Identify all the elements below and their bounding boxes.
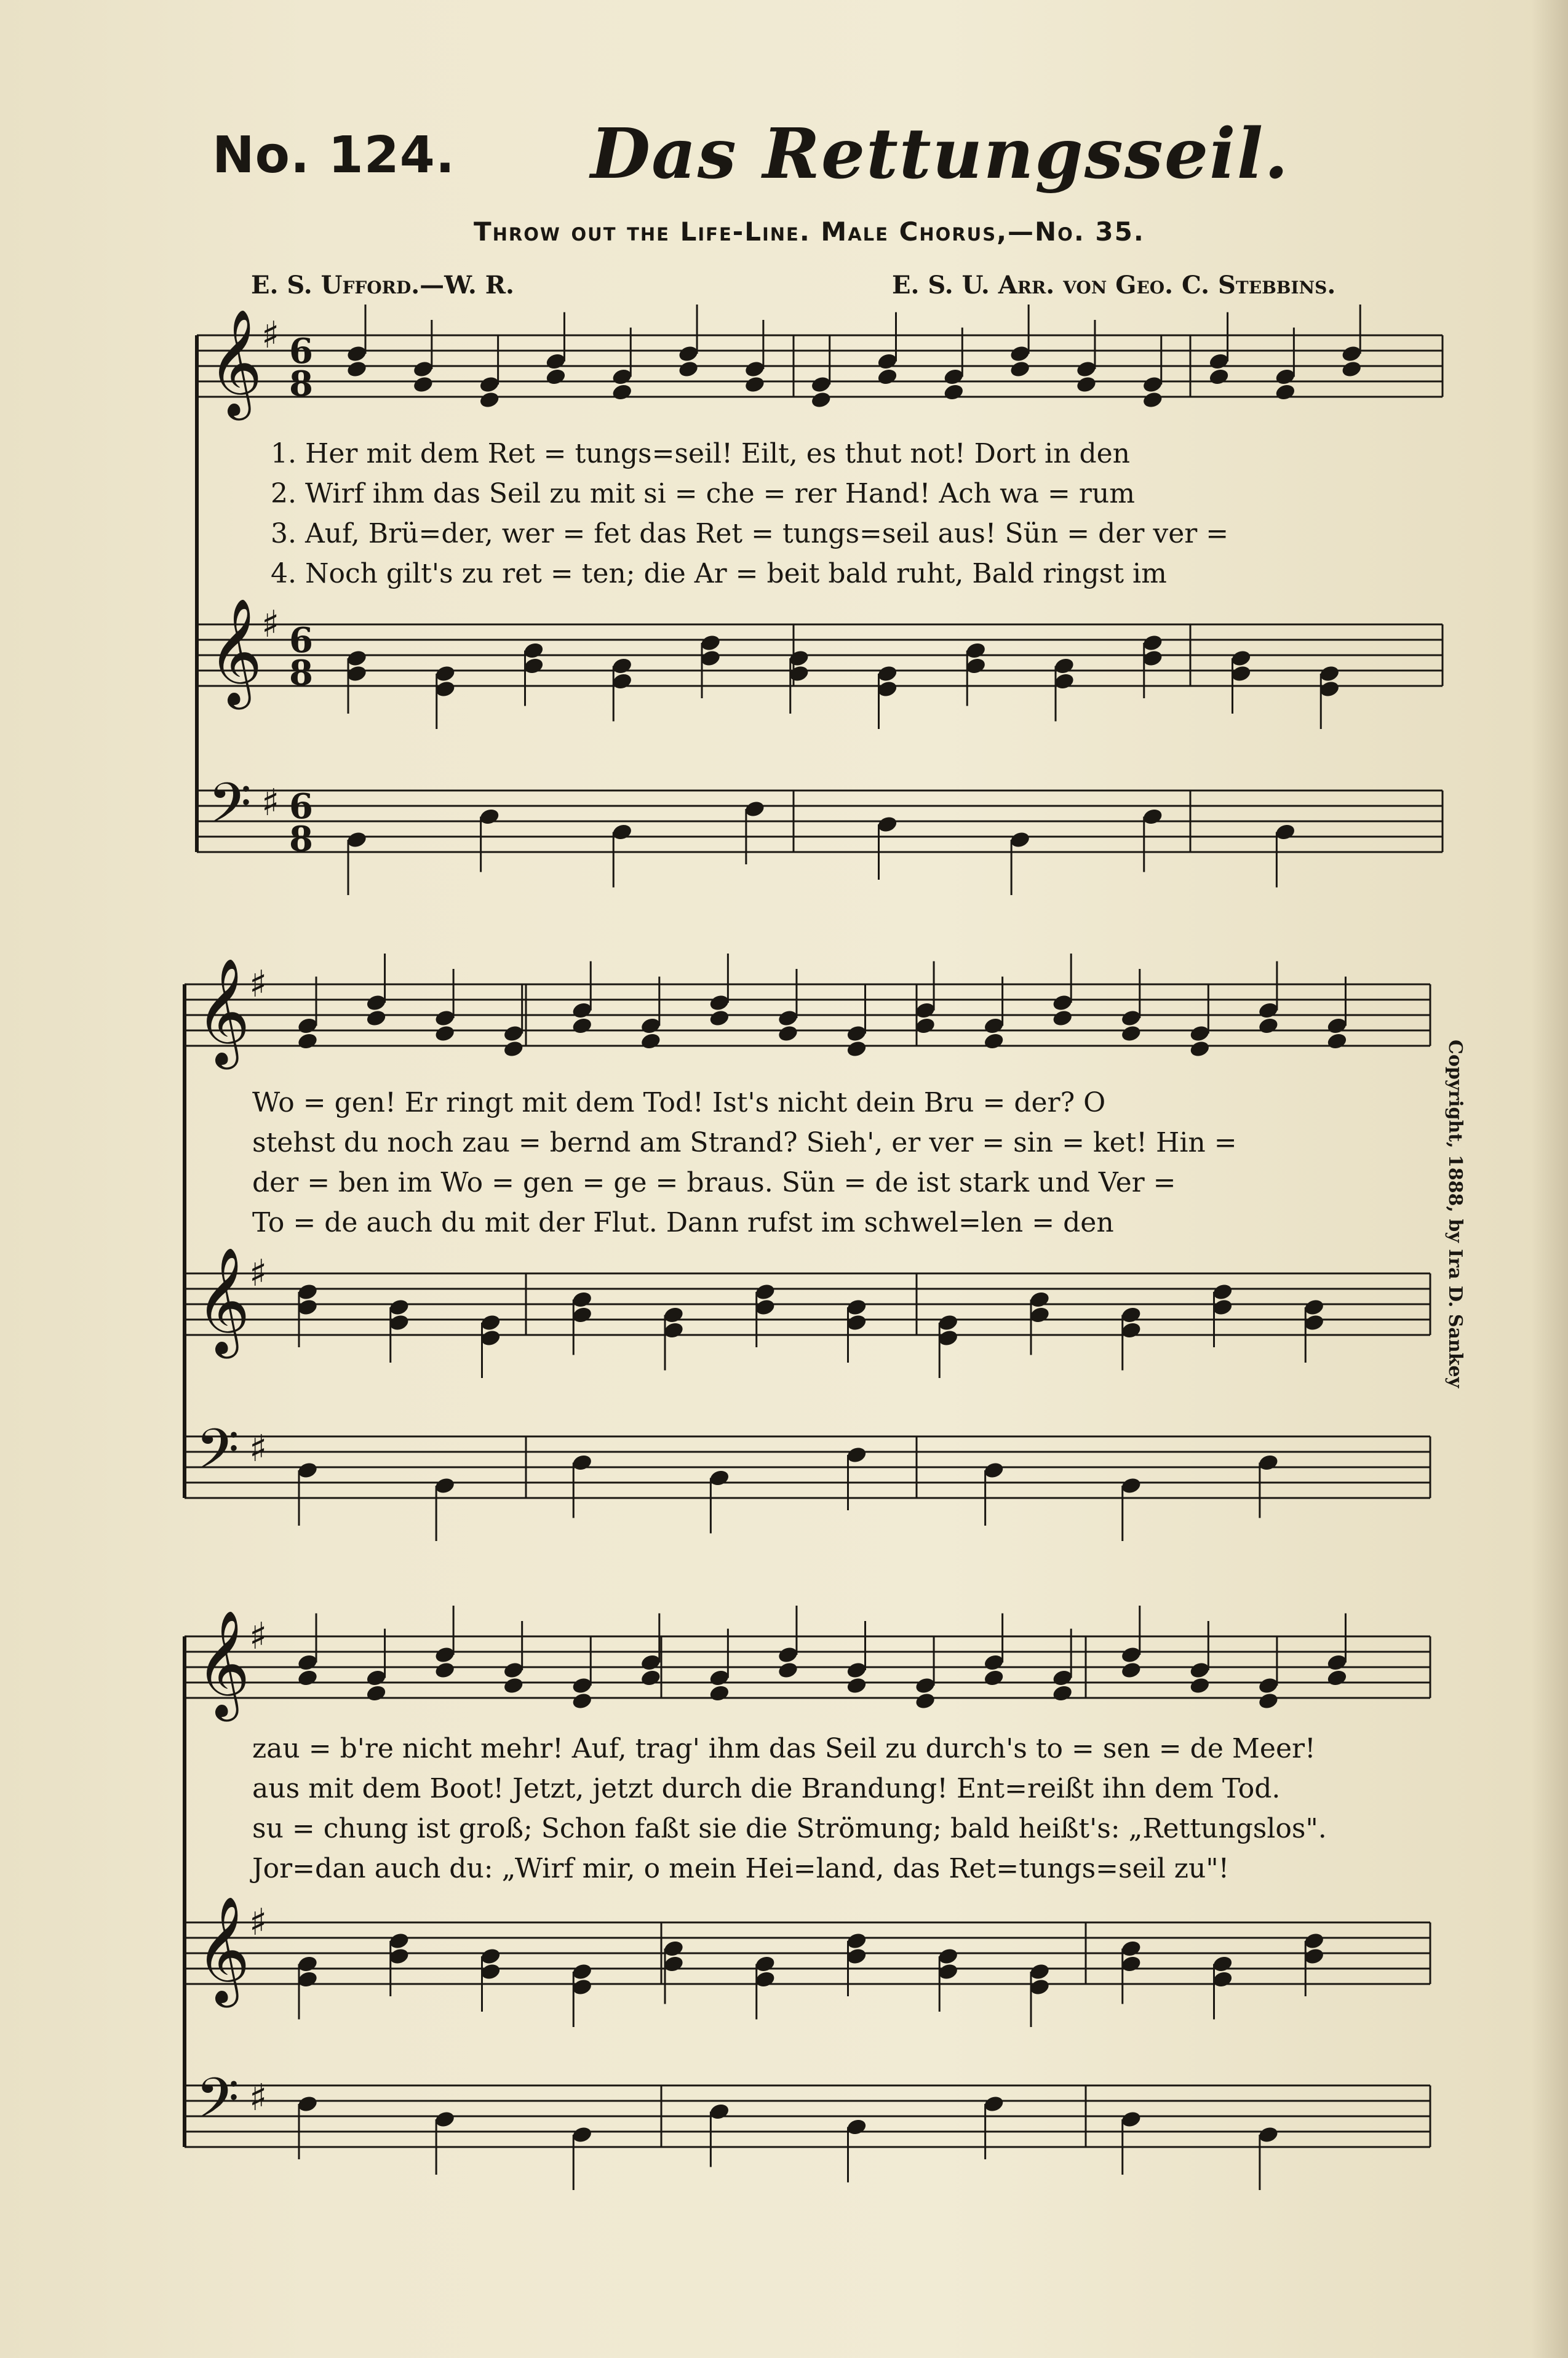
sharp-key-signature: ♯ [249, 2076, 268, 2119]
note-head [709, 1684, 731, 1703]
treble-clef: 𝄞 [196, 1896, 250, 2003]
time-signature-top: 6 [289, 786, 313, 827]
lyric-verse-3: der = ben im Wo = gen = ge = braus. Sün = de ist stark und Ver = [252, 1167, 1176, 1198]
credit-arranger: E. S. U. Arr. von Geo. C. Stebbins. [892, 271, 1336, 300]
note-head [877, 367, 899, 386]
note-head [1257, 1016, 1279, 1035]
note-head [346, 360, 368, 379]
lyric-verse-1: zau = b're nicht mehr! Auf, trag' ihm das Seil zu durch's to = sen = de Meer! [252, 1733, 1316, 1764]
treble-clef: 𝄞 [208, 598, 263, 705]
sharp-key-signature: ♯ [261, 603, 280, 646]
note-head [479, 391, 501, 410]
bass-clef: 𝄢 [196, 1417, 239, 1496]
note-head [1009, 360, 1031, 379]
lyric-verse-4: Jor=dan auch du: „Wirf mir, o mein Hei=land, das Ret=tungs=seil zu"! [252, 1853, 1230, 1884]
note-head [1051, 1684, 1073, 1703]
lyric-verse-2: 2. Wirf ihm das Seil zu mit si = che = rer Hand! Ach wa = rum [271, 478, 1135, 509]
sharp-key-signature: ♯ [261, 781, 280, 824]
note-head [365, 1009, 388, 1028]
treble-clef: 𝄞 [196, 958, 250, 1065]
subtitle: Throw out the Life-Line. Male Chorus,—No. 35. [474, 217, 1145, 247]
note-head [365, 1684, 388, 1703]
note-head [846, 1676, 868, 1695]
note-head [810, 391, 832, 410]
treble-clef: 𝄞 [196, 1247, 250, 1354]
note-head [611, 383, 633, 402]
note-head [1340, 360, 1363, 379]
note-head [1208, 367, 1230, 386]
lyrics-system-1 [271, 434, 1228, 594]
note-head [914, 1016, 936, 1035]
note-head [571, 1692, 593, 1711]
note-head [296, 1032, 319, 1051]
note-head [709, 1009, 731, 1028]
sharp-key-signature: ♯ [249, 1252, 268, 1295]
sharp-key-signature: ♯ [249, 1615, 268, 1658]
lyric-verse-2: aus mit dem Boot! Jetzt, jetzt durch die Brandung! Ent=reißt ihn dem Tod. [252, 1773, 1281, 1804]
sharp-key-signature: ♯ [249, 963, 268, 1006]
sharp-key-signature: ♯ [249, 1427, 268, 1470]
bass-clef: 𝄢 [208, 771, 252, 850]
lyric-verse-4: 4. Noch gilt's zu ret = ten; die Ar = beit bald ruht, Bald ringst im [271, 558, 1167, 589]
time-signature-top: 6 [289, 620, 313, 661]
note-head [1257, 1692, 1279, 1711]
note-head [1326, 1032, 1348, 1051]
lyric-verse-3: 3. Auf, Brü=der, wer = fet das Ret = tungs=seil aus! Sün = der ver = [271, 518, 1229, 549]
note-head [412, 375, 434, 394]
treble-clef: 𝄞 [208, 309, 263, 416]
time-signature-bottom: 8 [289, 653, 313, 693]
note-head [1120, 1661, 1142, 1680]
note-head [846, 1040, 868, 1059]
note-head [296, 1668, 319, 1687]
time-signature-bottom: 8 [289, 364, 313, 404]
note-head [1075, 375, 1097, 394]
lyrics-system-3 [252, 1729, 1327, 1889]
treble-clef: 𝄞 [196, 1610, 250, 1717]
note-head [1275, 383, 1297, 402]
lyric-verse-2: stehst du noch zau = bernd am Strand? Sieh', er ver = sin = ket! Hin = [252, 1127, 1237, 1158]
note-head [545, 367, 567, 386]
sharp-key-signature: ♯ [249, 1901, 268, 1944]
note-head [503, 1676, 525, 1695]
note-head [914, 1692, 936, 1711]
lyrics-system-2 [252, 1083, 1237, 1243]
note-head [983, 1668, 1005, 1687]
note-head [1326, 1668, 1348, 1687]
credit-author: E. S. Ufford.—W. R. [251, 271, 514, 300]
lyric-verse-1: 1. Her mit dem Ret = tungs=seil! Eilt, es thut not! Dort in den [271, 438, 1130, 469]
note-head [983, 1032, 1005, 1051]
note-head [1188, 1040, 1211, 1059]
note-head [640, 1032, 662, 1051]
note-head [434, 1661, 456, 1680]
note-head [677, 360, 699, 379]
lyric-verse-4: To = de auch du mit der Flut. Dann rufst im schwel=len = den [252, 1207, 1114, 1238]
hymn-title: Das Rettungsseil. [591, 114, 1290, 194]
note-head [503, 1040, 525, 1059]
copyright-notice: Copyright, 1888, by Ira D. Sankey [1444, 1040, 1466, 1388]
note-head [1051, 1009, 1073, 1028]
note-head [571, 1016, 593, 1035]
note-head [1142, 391, 1164, 410]
sharp-key-signature: ♯ [261, 314, 280, 357]
note-head [777, 1024, 799, 1043]
lyric-verse-3: su = chung ist groß; Schon faßt sie die Strömung; bald heißt's: „Rettungslos". [252, 1813, 1327, 1844]
lyric-verse-1: Wo = gen! Er ringt mit dem Tod! Ist's nicht dein Bru = der? O [252, 1087, 1106, 1118]
hymn-number: No. 124. [212, 126, 455, 185]
note-head [434, 1024, 456, 1043]
note-head [777, 1661, 799, 1680]
bass-clef: 𝄢 [196, 2066, 239, 2145]
note-head [744, 375, 766, 394]
note-head [1188, 1676, 1211, 1695]
time-signature-bottom: 8 [289, 819, 313, 859]
time-signature-top: 6 [289, 331, 313, 372]
note-head [640, 1668, 662, 1687]
note-head [942, 383, 965, 402]
note-head [1120, 1024, 1142, 1043]
